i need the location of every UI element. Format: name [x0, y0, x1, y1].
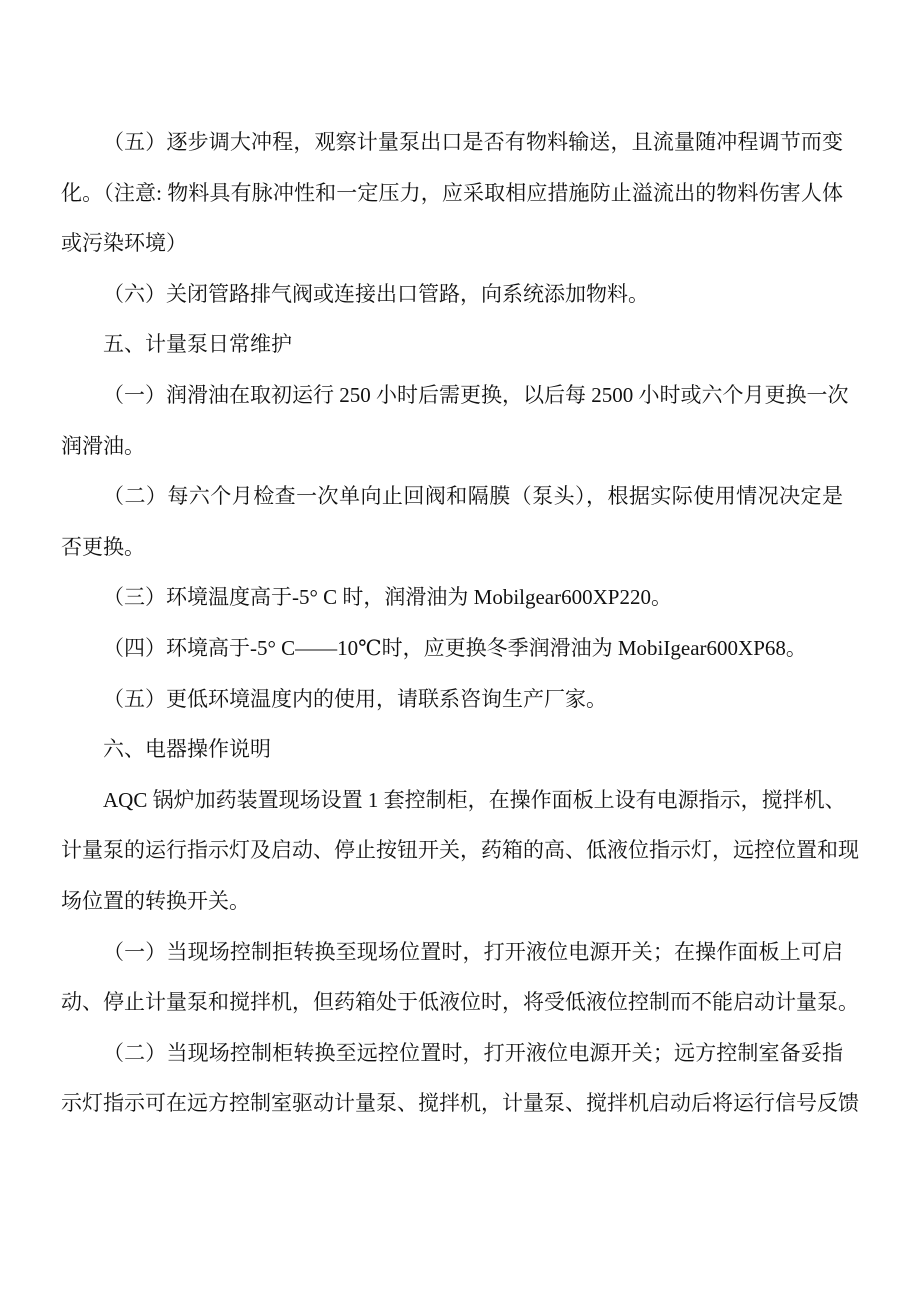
text-line-20: 示灯指示可在远方控制室驱动计量泵、搅拌机，计量泵、搅拌机启动后将运行信号反馈	[61, 1091, 859, 1116]
text-line-1: （五）逐步调大冲程，观察计量泵出口是否有物料输送，且流量随冲程调节而变	[103, 130, 843, 154]
text-line-12: （五）更低环境温度内的使用，请联系咨询生产厂家。	[103, 686, 607, 711]
text-line-15: 计量泵的运行指示灯及启动、停止按钮开关，药箱的高、低液位指示灯，远控位置和现	[61, 838, 859, 863]
text-line-17: （一）当现场控制拒转换至现场位置时，打开液位电源开关；在操作面板上可启	[103, 939, 843, 964]
text-line-19: （二）当现场控制柜转换至远控位置时，打开液位电源开关；远方控制室备妥指	[103, 1040, 843, 1065]
text-line-6: （一）润滑油在取初运行 250 小时后需更换，以后每 2500 小时或六个月更换一次	[103, 382, 849, 407]
text-line-16: 场位置的转换开关。	[61, 888, 250, 913]
text-line-10: （三）环境温度高于-5° C 时，润滑油为 Mobilgear600XP220。	[103, 585, 672, 610]
text-line-5: 五、计量泵日常维护	[103, 332, 292, 357]
text-line-3: 或污染环境）	[61, 231, 187, 256]
text-line-2: 化。（注意: 物料具有脉冲性和一定压力，应采取相应措施防止溢流出的物料伤害人体	[61, 180, 843, 205]
text-line-13: 六、电器操作说明	[103, 737, 271, 762]
text-line-14: AQC 锅炉加药装置现场设置 1 套控制柜，在操作面板上设有电源指示，搅拌机、	[103, 787, 846, 812]
text-line-8: （二）每六个月检查一次单向止回阀和隔膜（泵头），根据实际使用情况决定是	[103, 484, 843, 509]
text-line-4: （六）关闭管路排气阀或连接出口管路，向系统添加物料。	[103, 281, 649, 306]
text-line-11: （四）环境高于-5° C——10℃时，应更换冬季润滑油为 MobiIgear600XP68。	[103, 635, 807, 660]
text-line-9: 否更换。	[61, 534, 145, 559]
text-line-7: 润滑油。	[61, 433, 145, 458]
text-line-18: 动、停止计量泵和搅拌机，但药箱处于低液位时，将受低液位控制而不能启动计量泵。	[61, 990, 859, 1015]
